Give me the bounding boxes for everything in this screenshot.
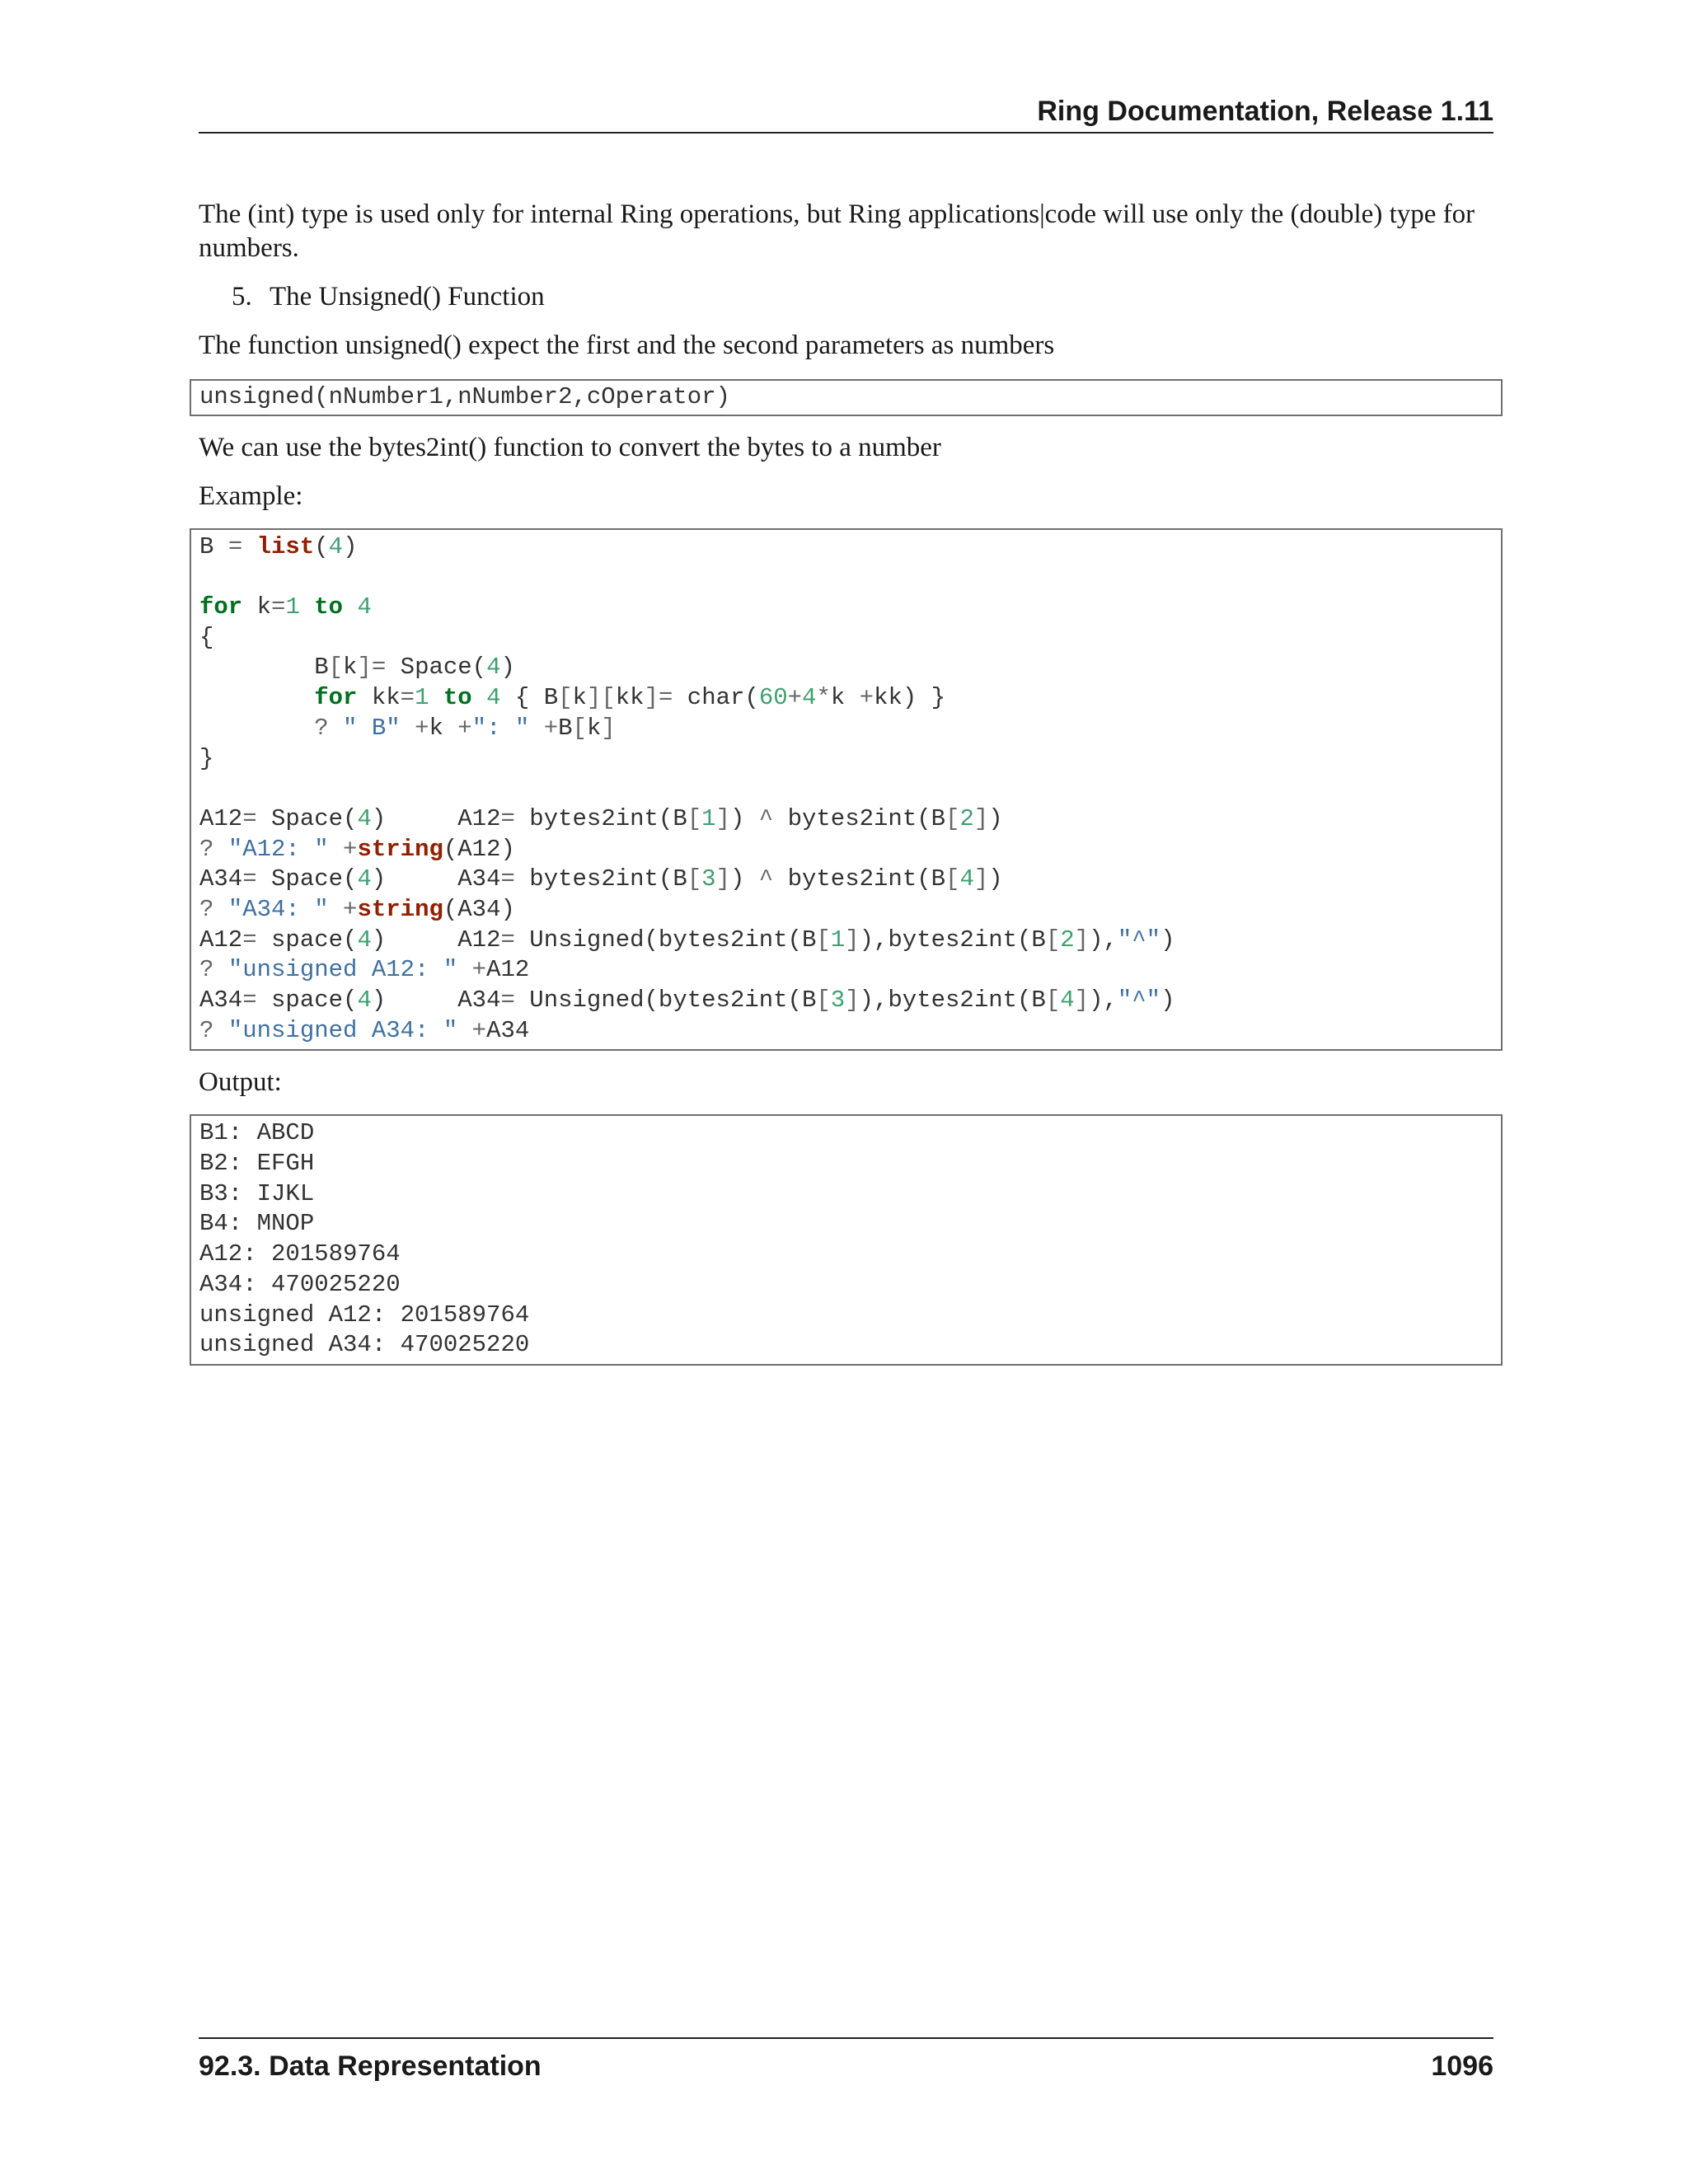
code-token: ] — [715, 804, 730, 832]
code-token: = — [500, 987, 515, 1014]
example-code-line — [199, 653, 1493, 683]
code-token — [472, 684, 486, 711]
code-token: ] — [1074, 926, 1090, 954]
code-token — [429, 684, 443, 711]
code-token: = — [500, 865, 515, 893]
code-token: ][ — [586, 684, 616, 712]
code-token: bytes2int(B — [773, 865, 946, 893]
code-token: ),bytes2int(B — [859, 987, 1046, 1014]
code-token: kk) } — [874, 684, 946, 712]
example-code-line — [199, 804, 1493, 835]
code-token: 1 — [701, 804, 716, 832]
example-code-line — [199, 593, 1493, 623]
code-token: to — [443, 684, 472, 712]
code-token: [ — [1045, 987, 1061, 1014]
code-token: + — [415, 714, 429, 742]
code-token: } — [199, 744, 214, 772]
code-token: ) — [1160, 987, 1175, 1014]
output-code-block — [190, 1114, 1503, 1366]
unsigned-description: The function unsigned() expect the first and the second parameters as numbers — [199, 330, 1055, 360]
code-token: 4 — [959, 865, 974, 893]
code-token — [457, 956, 471, 983]
footer-section: 92.3. Data Representation — [199, 2050, 542, 2082]
code-token: Space( — [256, 804, 358, 832]
example-code-line — [199, 926, 1493, 956]
code-token — [457, 1017, 471, 1044]
code-token — [329, 836, 343, 863]
code-token: 1 — [285, 593, 300, 621]
code-token — [213, 1017, 227, 1044]
intro-paragraph: The (int) type is used only for internal Ring operations, but Ring applications|code will use only the (double) type for numbers. — [199, 199, 1475, 263]
code-token: ]= — [644, 684, 673, 712]
code-token: ] — [601, 714, 616, 742]
code-token: 4 — [328, 532, 344, 560]
code-token: ] — [845, 926, 860, 954]
example-code-line — [199, 562, 1493, 593]
code-token: Space( — [386, 654, 487, 682]
example-code-line — [199, 986, 1493, 1016]
example-code-line — [199, 683, 1493, 714]
example-code-line — [199, 774, 1493, 804]
code-token: space( — [256, 987, 358, 1014]
code-token: = — [500, 804, 515, 832]
code-token — [401, 715, 415, 742]
code-token: "^" — [1117, 926, 1161, 954]
code-token: "A12: " — [227, 835, 329, 863]
code-token: ) — [729, 804, 759, 832]
code-token: ": " — [471, 714, 530, 742]
code-token: 4 — [802, 684, 817, 712]
code-token: + — [343, 835, 358, 863]
code-token — [213, 956, 227, 983]
code-token: A12 — [486, 956, 530, 984]
code-token: B — [199, 532, 228, 560]
code-token: ) A34 — [371, 865, 501, 893]
code-token: k — [429, 714, 458, 742]
code-token: ( — [314, 532, 329, 560]
code-token: + — [457, 714, 472, 742]
code-token: ) — [1160, 926, 1175, 954]
code-token: 2 — [1060, 926, 1075, 954]
bytes2int-description: We can use the bytes2int() function to convert the bytes to a number — [199, 432, 941, 462]
code-token: 3 — [830, 987, 846, 1014]
code-token: = — [500, 926, 515, 954]
code-token: = — [227, 532, 243, 560]
code-token: string — [357, 895, 443, 923]
code-token: k — [572, 684, 587, 712]
code-token: kk — [357, 684, 401, 712]
code-token: [ — [945, 865, 960, 893]
code-token: [ — [572, 714, 587, 742]
code-token: ), — [1089, 926, 1118, 954]
output-line: unsigned A12: 201589764 — [199, 1301, 530, 1329]
code-token: " B" — [343, 714, 401, 742]
code-token: + — [471, 1016, 487, 1044]
example-code-line — [199, 744, 1493, 775]
code-token: B — [558, 714, 573, 742]
code-token: 3 — [701, 865, 716, 893]
code-token: 4 — [1060, 987, 1075, 1014]
example-code-line — [199, 865, 1493, 895]
code-token: [ — [558, 684, 573, 712]
code-token — [213, 836, 227, 863]
code-token: ? — [199, 895, 214, 923]
code-token: Unsigned(bytes2int(B — [514, 926, 817, 954]
code-token: ) — [988, 804, 1003, 832]
code-token: + — [471, 956, 487, 984]
example-code-line — [199, 532, 1493, 563]
example-code-line — [199, 835, 1493, 865]
page-header — [199, 92, 1493, 134]
example-code-line — [199, 955, 1493, 986]
code-token: ),bytes2int(B — [859, 926, 1046, 954]
code-token: list — [256, 532, 315, 560]
code-token: "unsigned A34: " — [227, 1016, 458, 1044]
code-token: [ — [816, 987, 831, 1014]
code-token: B — [199, 654, 329, 682]
code-token: Space( — [256, 865, 358, 893]
code-token — [529, 715, 543, 742]
code-token: ] — [1074, 987, 1090, 1014]
code-token: + — [787, 684, 803, 712]
code-token: = — [242, 987, 257, 1014]
code-token: + — [543, 714, 559, 742]
code-token — [300, 593, 314, 621]
code-token: 4 — [357, 804, 372, 832]
code-token: ] — [845, 987, 860, 1014]
code-token: [ — [1045, 926, 1061, 954]
code-token: ) — [500, 654, 515, 682]
signature-code-block — [190, 379, 1503, 416]
output-line: A34: 470025220 — [199, 1270, 401, 1298]
code-token: 4 — [357, 926, 372, 954]
code-token: [ — [328, 654, 344, 682]
code-token: kk — [615, 684, 645, 712]
code-token: (A12) — [443, 835, 515, 863]
code-token: ] — [973, 804, 989, 832]
example-code-block — [190, 528, 1503, 1052]
code-token: string — [357, 835, 443, 863]
code-token: "^" — [1117, 987, 1161, 1014]
code-token: ? — [199, 835, 214, 863]
code-token: for — [199, 593, 243, 621]
code-token: 4 — [357, 987, 372, 1014]
code-token: ] — [715, 865, 730, 893]
output-line: B4: MNOP — [199, 1210, 315, 1238]
signature-code-line: unsigned(nNumber1,nNumber2,cOperator) — [199, 383, 730, 410]
code-token: ) — [988, 865, 1003, 893]
code-token: ]= — [357, 654, 387, 682]
code-token: k — [242, 593, 272, 621]
code-token: 2 — [959, 804, 974, 832]
code-token: "A34: " — [227, 895, 329, 923]
page-content — [199, 198, 1493, 1366]
output-label: Output: — [199, 1067, 282, 1098]
code-token: 1 — [830, 926, 846, 954]
list-item-number: 5. — [232, 282, 252, 312]
code-token: bytes2int(B — [514, 804, 687, 832]
code-token: 4 — [357, 865, 372, 893]
code-token: ^ — [758, 804, 774, 832]
code-token: ] — [973, 865, 989, 893]
example-label: Example: — [199, 480, 303, 511]
code-token: ), — [1089, 987, 1118, 1014]
code-token: ? — [199, 1016, 214, 1044]
code-token: 4 — [486, 684, 501, 712]
code-token: 4 — [357, 593, 372, 621]
output-line: B3: IJKL — [199, 1179, 315, 1207]
code-token: = — [242, 926, 257, 954]
code-token: { B — [500, 684, 559, 712]
code-token: [ — [945, 804, 960, 832]
code-token: (A34) — [443, 895, 515, 923]
code-token — [199, 715, 314, 742]
code-token: k — [586, 714, 602, 742]
output-line: B2: EFGH — [199, 1150, 315, 1178]
code-token: = — [242, 804, 257, 832]
code-token: + — [859, 684, 874, 712]
code-token: Unsigned(bytes2int(B — [514, 987, 817, 1014]
code-token: [ — [687, 865, 702, 893]
footer-page-number: 1096 — [1431, 2050, 1493, 2082]
code-token: A12 — [199, 926, 243, 954]
code-token: "unsigned A12: " — [227, 956, 458, 984]
code-token: 60 — [758, 684, 788, 712]
output-line: B1: ABCD — [199, 1119, 315, 1147]
code-token: A12 — [199, 804, 243, 832]
list-item-label: The Unsigned() Function — [270, 282, 545, 312]
code-token: ) A12 — [371, 804, 501, 832]
code-token: [ — [687, 804, 702, 832]
example-code-line — [199, 895, 1493, 926]
code-token — [199, 684, 314, 711]
example-code-line — [199, 623, 1493, 654]
code-token: ) — [343, 532, 358, 560]
output-line: A12: 201589764 — [199, 1240, 401, 1268]
code-token: A34 — [486, 1016, 530, 1044]
code-token: 4 — [486, 654, 501, 682]
example-code-line — [199, 714, 1493, 744]
code-token: char( — [673, 684, 759, 712]
code-token: ) A34 — [371, 987, 501, 1014]
code-token: ? — [199, 956, 214, 984]
code-token: = — [271, 593, 286, 621]
page-footer — [199, 2037, 1493, 2085]
code-token: bytes2int(B — [773, 804, 946, 832]
code-token — [329, 715, 343, 742]
code-token: { — [199, 623, 214, 651]
header-title: Ring Documentation, Release 1.11 — [1037, 96, 1493, 127]
code-token: to — [314, 593, 344, 621]
code-token: = — [242, 865, 257, 893]
code-token: k — [343, 654, 358, 682]
example-code-line — [199, 1016, 1493, 1047]
list-item-unsigned — [199, 280, 1493, 314]
code-token: A34 — [199, 987, 243, 1014]
code-token: + — [343, 895, 358, 923]
code-token: A34 — [199, 865, 243, 893]
code-token: k — [830, 684, 860, 712]
code-token: * — [816, 684, 831, 712]
code-token: space( — [256, 926, 358, 954]
code-token — [329, 896, 343, 923]
code-token — [213, 896, 227, 923]
code-token — [343, 593, 357, 621]
code-token: ^ — [758, 865, 774, 893]
code-token: bytes2int(B — [514, 865, 687, 893]
output-line: unsigned A34: 470025220 — [199, 1331, 530, 1359]
code-token — [242, 533, 256, 560]
code-token: ) — [729, 865, 759, 893]
code-token: for — [314, 684, 358, 712]
code-token: ? — [314, 714, 329, 742]
code-token: [ — [816, 926, 831, 954]
code-token: 1 — [415, 684, 429, 712]
code-token: ) A12 — [371, 926, 501, 954]
code-token: = — [400, 684, 415, 712]
